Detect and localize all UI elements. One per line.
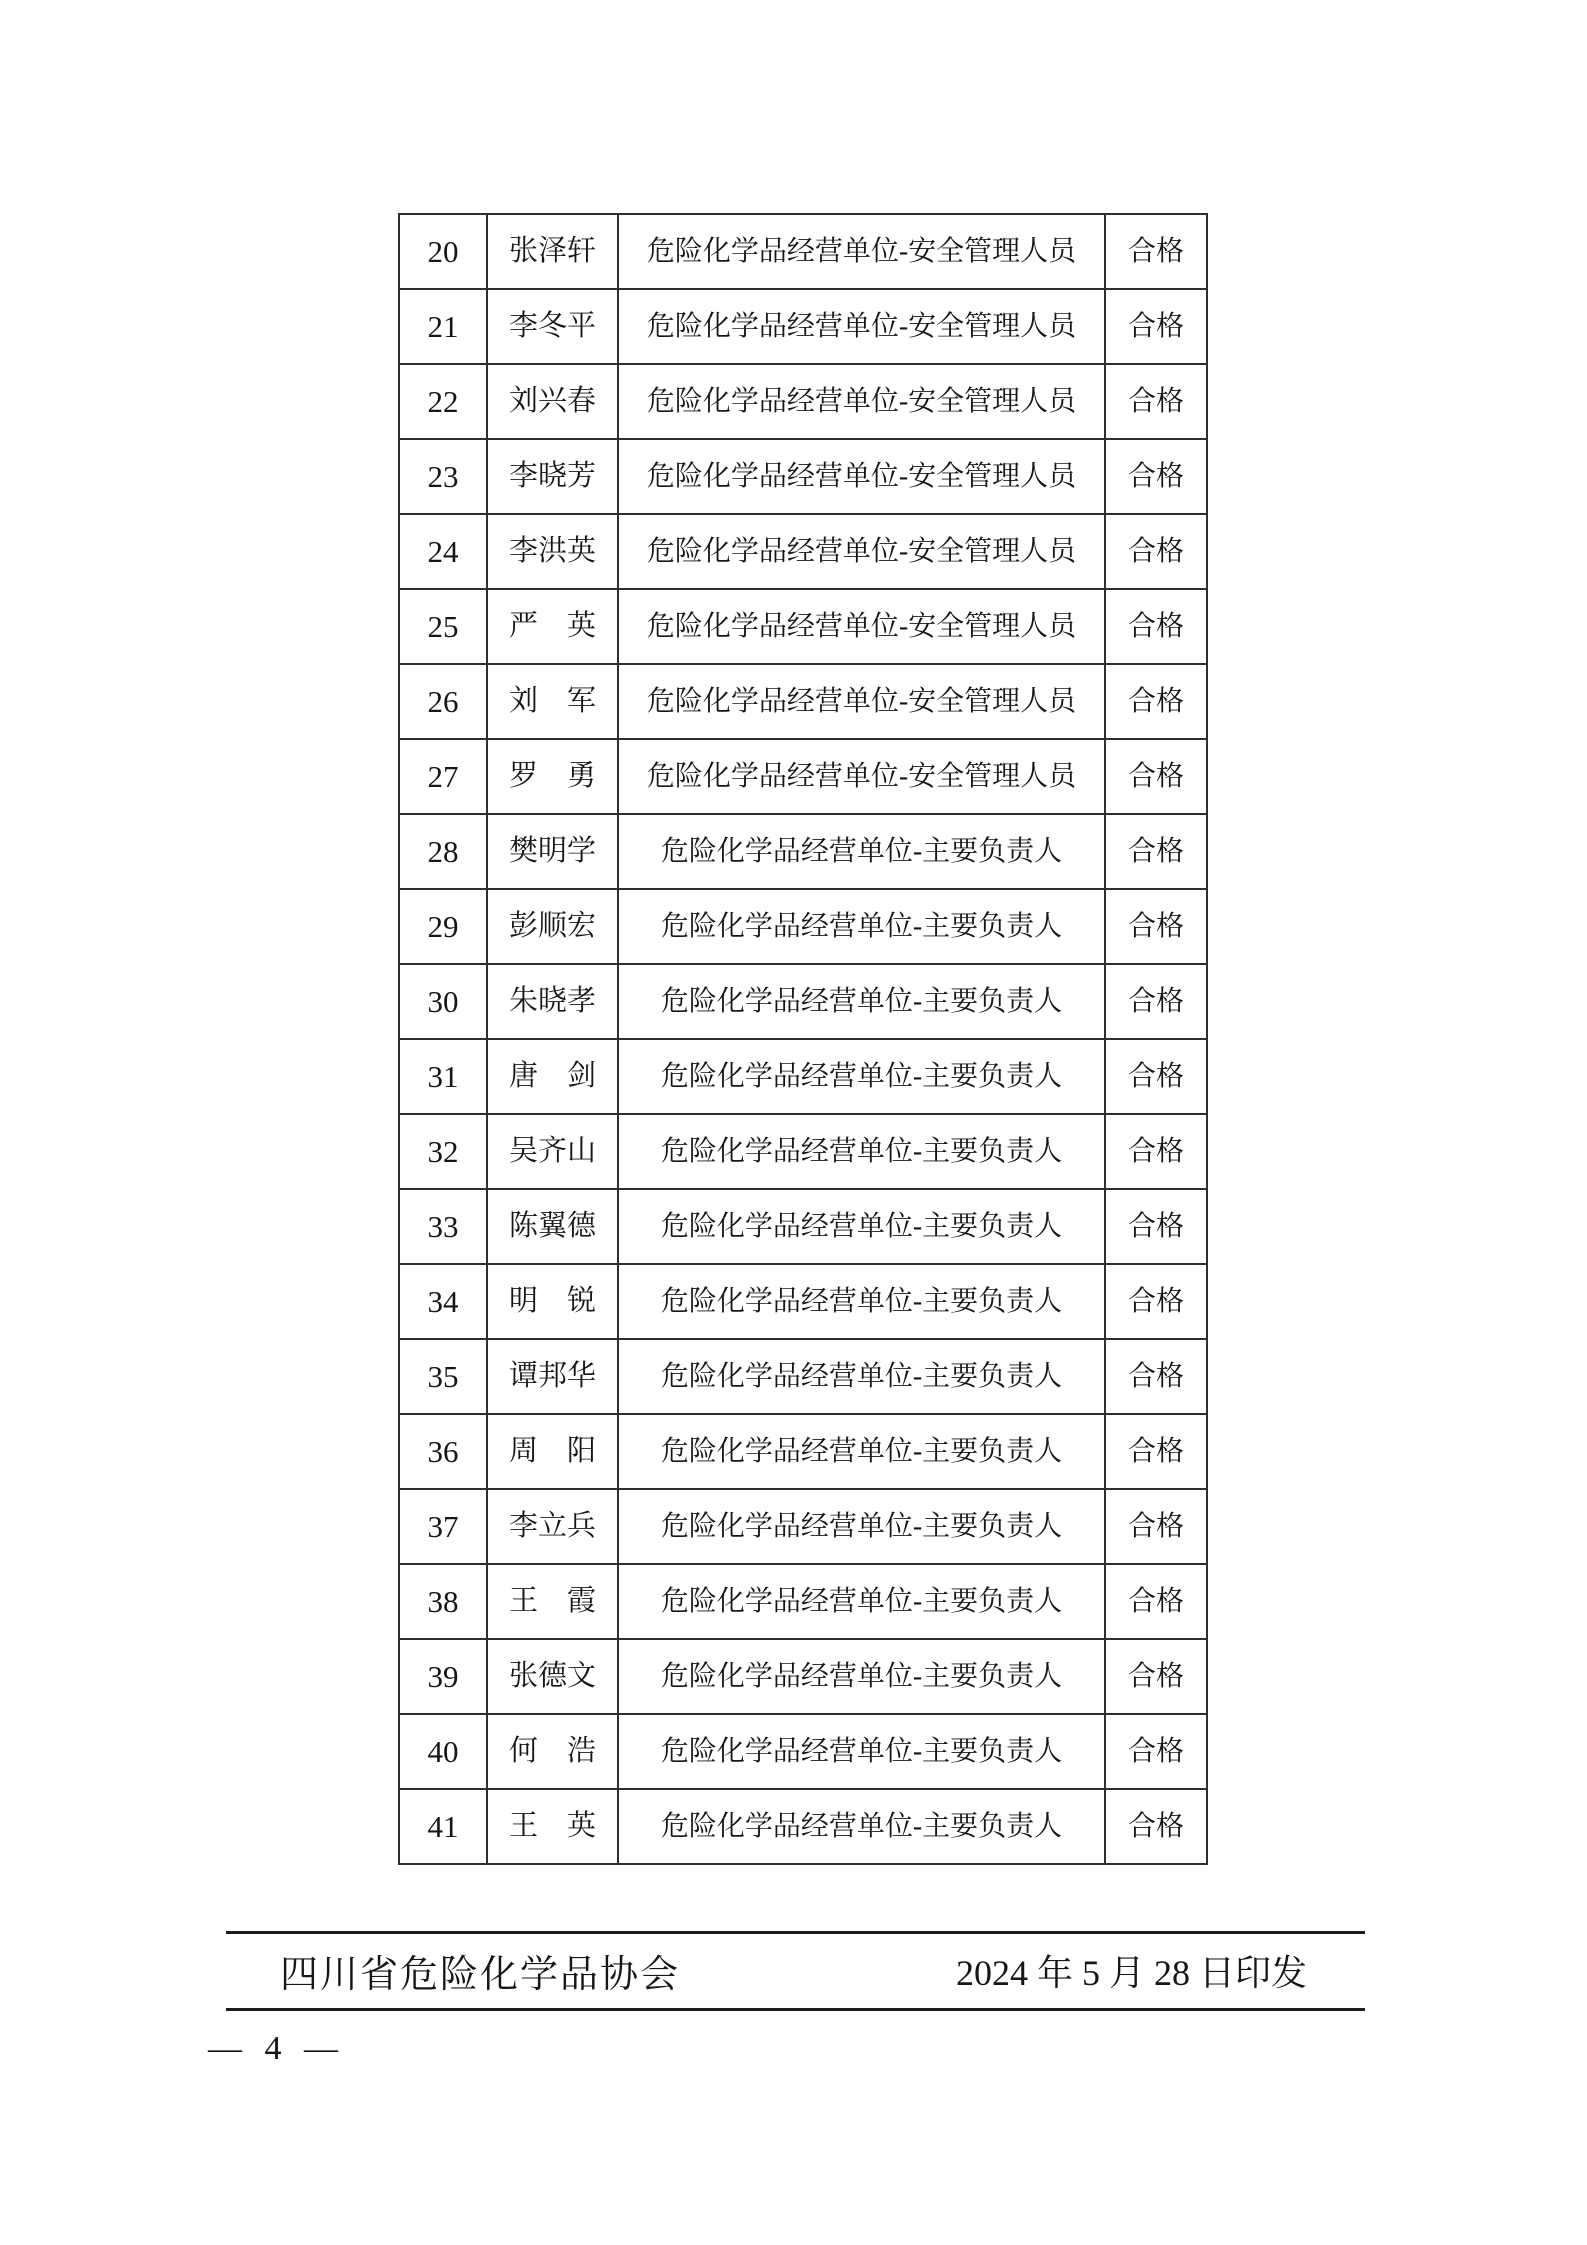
result-cell: 合格 bbox=[1105, 364, 1207, 439]
person-name-cell: 王 英 bbox=[487, 1789, 618, 1864]
result-cell: 合格 bbox=[1105, 1564, 1207, 1639]
result-cell: 合格 bbox=[1105, 739, 1207, 814]
result-cell: 合格 bbox=[1105, 1489, 1207, 1564]
table-row bbox=[399, 1489, 1207, 1564]
result-cell: 合格 bbox=[1105, 1114, 1207, 1189]
result-cell: 合格 bbox=[1105, 664, 1207, 739]
person-name-cell: 吴齐山 bbox=[487, 1114, 618, 1189]
training-category-cell: 危险化学品经营单位-安全管理人员 bbox=[618, 589, 1105, 664]
row-number-cell: 39 bbox=[399, 1639, 487, 1714]
person-name-cell: 陈翼德 bbox=[487, 1189, 618, 1264]
footer bbox=[226, 1934, 1365, 2006]
training-category-cell: 危险化学品经营单位-安全管理人员 bbox=[618, 214, 1105, 289]
row-number-cell: 32 bbox=[399, 1114, 487, 1189]
person-name-cell: 朱晓孝 bbox=[487, 964, 618, 1039]
table-row bbox=[399, 1339, 1207, 1414]
result-cell: 合格 bbox=[1105, 1414, 1207, 1489]
table-row bbox=[399, 814, 1207, 889]
result-cell: 合格 bbox=[1105, 814, 1207, 889]
results-table bbox=[398, 213, 1208, 1865]
result-cell: 合格 bbox=[1105, 1339, 1207, 1414]
result-cell: 合格 bbox=[1105, 289, 1207, 364]
row-number-cell: 36 bbox=[399, 1414, 487, 1489]
row-number-cell: 22 bbox=[399, 364, 487, 439]
training-category-cell: 危险化学品经营单位-主要负责人 bbox=[618, 1564, 1105, 1639]
person-name-cell: 王 霞 bbox=[487, 1564, 618, 1639]
training-category-cell: 危险化学品经营单位-主要负责人 bbox=[618, 1039, 1105, 1114]
row-number-cell: 27 bbox=[399, 739, 487, 814]
row-number-cell: 31 bbox=[399, 1039, 487, 1114]
result-cell: 合格 bbox=[1105, 964, 1207, 1039]
result-cell: 合格 bbox=[1105, 1789, 1207, 1864]
table-row bbox=[399, 289, 1207, 364]
person-name-cell: 何 浩 bbox=[487, 1714, 618, 1789]
footer-print-date: 2024 年 5 月 28 日印发 bbox=[955, 1952, 1307, 1993]
person-name-cell: 明 锐 bbox=[487, 1264, 618, 1339]
footer-rule-bottom bbox=[226, 2008, 1365, 2011]
person-name-cell: 刘兴春 bbox=[487, 364, 618, 439]
person-name-cell: 李晓芳 bbox=[487, 439, 618, 514]
footer-issuer: 四川省危险化学品协会 bbox=[280, 1953, 681, 1996]
person-name-cell: 周 阳 bbox=[487, 1414, 618, 1489]
training-category-cell: 危险化学品经营单位-主要负责人 bbox=[618, 964, 1105, 1039]
row-number-cell: 33 bbox=[399, 1189, 487, 1264]
table-row bbox=[399, 364, 1207, 439]
row-number-cell: 41 bbox=[399, 1789, 487, 1864]
person-name-cell: 严 英 bbox=[487, 589, 618, 664]
row-number-cell: 23 bbox=[399, 439, 487, 514]
person-name-cell: 罗 勇 bbox=[487, 739, 618, 814]
training-category-cell: 危险化学品经营单位-安全管理人员 bbox=[618, 439, 1105, 514]
training-category-cell: 危险化学品经营单位-主要负责人 bbox=[618, 889, 1105, 964]
table-row bbox=[399, 1114, 1207, 1189]
table-row bbox=[399, 589, 1207, 664]
training-category-cell: 危险化学品经营单位-安全管理人员 bbox=[618, 739, 1105, 814]
result-cell: 合格 bbox=[1105, 1039, 1207, 1114]
table-row bbox=[399, 1639, 1207, 1714]
table-row bbox=[399, 439, 1207, 514]
row-number-cell: 24 bbox=[399, 514, 487, 589]
training-category-cell: 危险化学品经营单位-主要负责人 bbox=[618, 1639, 1105, 1714]
row-number-cell: 40 bbox=[399, 1714, 487, 1789]
row-number-cell: 28 bbox=[399, 814, 487, 889]
result-cell: 合格 bbox=[1105, 1264, 1207, 1339]
table-row bbox=[399, 1414, 1207, 1489]
row-number-cell: 38 bbox=[399, 1564, 487, 1639]
row-number-cell: 26 bbox=[399, 664, 487, 739]
result-cell: 合格 bbox=[1105, 1189, 1207, 1264]
table-row bbox=[399, 664, 1207, 739]
row-number-cell: 21 bbox=[399, 289, 487, 364]
table-row bbox=[399, 964, 1207, 1039]
training-category-cell: 危险化学品经营单位-主要负责人 bbox=[618, 1114, 1105, 1189]
training-category-cell: 危险化学品经营单位-主要负责人 bbox=[618, 1714, 1105, 1789]
page-number: — 4 — bbox=[208, 2030, 338, 2067]
row-number-cell: 29 bbox=[399, 889, 487, 964]
person-name-cell: 李洪英 bbox=[487, 514, 618, 589]
table-row bbox=[399, 1789, 1207, 1864]
result-cell: 合格 bbox=[1105, 214, 1207, 289]
table-row bbox=[399, 1189, 1207, 1264]
table-body bbox=[399, 214, 1207, 1864]
training-category-cell: 危险化学品经营单位-主要负责人 bbox=[618, 1189, 1105, 1264]
result-cell: 合格 bbox=[1105, 589, 1207, 664]
training-category-cell: 危险化学品经营单位-安全管理人员 bbox=[618, 364, 1105, 439]
person-name-cell: 李立兵 bbox=[487, 1489, 618, 1564]
training-category-cell: 危险化学品经营单位-主要负责人 bbox=[618, 1339, 1105, 1414]
training-category-cell: 危险化学品经营单位-安全管理人员 bbox=[618, 289, 1105, 364]
row-number-cell: 35 bbox=[399, 1339, 487, 1414]
table-row bbox=[399, 214, 1207, 289]
row-number-cell: 34 bbox=[399, 1264, 487, 1339]
training-category-cell: 危险化学品经营单位-安全管理人员 bbox=[618, 664, 1105, 739]
person-name-cell: 李冬平 bbox=[487, 289, 618, 364]
table-row bbox=[399, 1714, 1207, 1789]
training-category-cell: 危险化学品经营单位-主要负责人 bbox=[618, 1414, 1105, 1489]
row-number-cell: 25 bbox=[399, 589, 487, 664]
person-name-cell: 张德文 bbox=[487, 1639, 618, 1714]
row-number-cell: 37 bbox=[399, 1489, 487, 1564]
table-row bbox=[399, 514, 1207, 589]
table-row bbox=[399, 739, 1207, 814]
table-row bbox=[399, 1264, 1207, 1339]
table-row bbox=[399, 889, 1207, 964]
row-number-cell: 30 bbox=[399, 964, 487, 1039]
training-category-cell: 危险化学品经营单位-主要负责人 bbox=[618, 814, 1105, 889]
person-name-cell: 樊明学 bbox=[487, 814, 618, 889]
row-number-cell: 20 bbox=[399, 214, 487, 289]
person-name-cell: 张泽轩 bbox=[487, 214, 618, 289]
training-category-cell: 危险化学品经营单位-安全管理人员 bbox=[618, 514, 1105, 589]
result-cell: 合格 bbox=[1105, 1714, 1207, 1789]
result-cell: 合格 bbox=[1105, 514, 1207, 589]
person-name-cell: 谭邦华 bbox=[487, 1339, 618, 1414]
training-category-cell: 危险化学品经营单位-主要负责人 bbox=[618, 1489, 1105, 1564]
person-name-cell: 彭顺宏 bbox=[487, 889, 618, 964]
result-cell: 合格 bbox=[1105, 439, 1207, 514]
table-row bbox=[399, 1564, 1207, 1639]
person-name-cell: 唐 剑 bbox=[487, 1039, 618, 1114]
result-cell: 合格 bbox=[1105, 1639, 1207, 1714]
training-category-cell: 危险化学品经营单位-主要负责人 bbox=[618, 1789, 1105, 1864]
training-category-cell: 危险化学品经营单位-主要负责人 bbox=[618, 1264, 1105, 1339]
person-name-cell: 刘 军 bbox=[487, 664, 618, 739]
table-row bbox=[399, 1039, 1207, 1114]
result-cell: 合格 bbox=[1105, 889, 1207, 964]
